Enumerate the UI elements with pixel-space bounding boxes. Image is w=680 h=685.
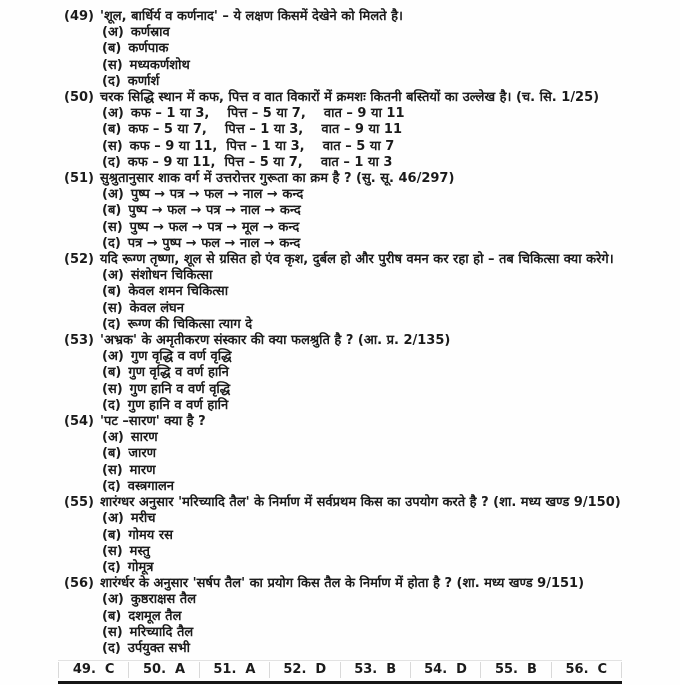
option-row: [0, 58, 680, 74]
questions-list: [0, 9, 680, 657]
option-label: (द): [102, 559, 121, 575]
option-text: कर्णार्श: [127, 73, 160, 89]
option-text: कफ – 5 या 7, पित्त – 1 या 3, वात – 9 या 11: [128, 122, 402, 138]
question-line: [0, 9, 680, 25]
option-text: कफ – 1 या 3, पित्त – 5 या 7, वात – 9 या 11: [130, 106, 405, 122]
question-block: [0, 495, 680, 576]
option-row: [0, 641, 680, 657]
option-text: दशमूल तैल: [128, 608, 182, 624]
answer-cell: [410, 662, 480, 678]
option-text: वस्त्रगालन: [127, 478, 174, 494]
option-row: [0, 625, 680, 641]
option-label: (द): [102, 154, 121, 170]
question-line: [0, 90, 680, 106]
option-text: गुण हानि व वर्ण हानि: [127, 397, 229, 413]
answer-cell: [480, 662, 550, 678]
question-line: [0, 252, 680, 268]
option-text: केवल शमन चिकित्सा: [128, 284, 229, 300]
option-row: [0, 106, 680, 122]
option-label: (स): [102, 462, 123, 478]
option-text: केवल लंघन: [129, 300, 184, 316]
option-text: गुण वृद्धि व वर्ण हानि: [128, 365, 229, 381]
option-label: (द): [102, 73, 121, 89]
question-block: [0, 171, 680, 252]
option-row: [0, 349, 680, 365]
option-label: (अ): [102, 187, 124, 203]
option-label: (द): [102, 397, 121, 413]
option-text: गुण वृद्धि व वर्ण वृद्धि: [130, 349, 232, 365]
option-text: गोमय रस: [128, 527, 173, 543]
option-label: (ब): [102, 203, 122, 219]
answer-letter: C: [104, 662, 115, 678]
option-row: [0, 609, 680, 625]
option-text: मरीच: [130, 511, 156, 527]
answer-letter: B: [526, 662, 537, 678]
option-text: कफ – 9 या 11, पित्त – 5 या 7, वात – 1 या 3: [127, 154, 393, 170]
question-line: [0, 333, 680, 349]
option-label: (अ): [102, 430, 124, 446]
option-row: [0, 220, 680, 236]
question-line: [0, 495, 680, 511]
question-block: [0, 576, 680, 657]
question-block: [0, 252, 680, 333]
answer-cell: [340, 662, 410, 678]
question-statement: शारंग्धर अनुसार 'मरिच्यादि तैल' के निर्माण में सर्वप्रथम किस का उपयोग करते है ? (शा. मध्य खण्ड 9/150): [99, 495, 621, 511]
question-number: (54): [64, 414, 94, 430]
option-row: [0, 463, 680, 479]
answer-question-number: 50.: [143, 662, 167, 678]
option-text: पत्र → पुष्प → फल → नाल → कन्द: [127, 235, 301, 251]
answer-question-number: 49.: [72, 662, 96, 678]
answer-letter: A: [245, 662, 256, 678]
option-row: [0, 479, 680, 495]
option-label: (ब): [102, 608, 122, 624]
option-label: (अ): [102, 25, 124, 41]
option-label: (अ): [102, 349, 124, 365]
option-label: (द): [102, 640, 121, 656]
option-label: (ब): [102, 122, 122, 138]
option-label: (ब): [102, 284, 122, 300]
option-label: (स): [102, 219, 123, 235]
question-statement: सुश्रुतानुसार शाक वर्ग में उत्तरोत्तर गुरूता का क्रम है ? (सु. सू. 46/297): [99, 171, 455, 187]
option-text: गुण हानि व वर्ण वृद्धि: [129, 381, 231, 397]
option-text: मस्तु: [129, 543, 150, 559]
question-block: [0, 90, 680, 171]
option-row: [0, 560, 680, 576]
option-row: [0, 382, 680, 398]
option-row: [0, 187, 680, 203]
option-row: [0, 155, 680, 171]
option-row: [0, 284, 680, 300]
answer-cell: [128, 662, 198, 678]
option-label: (स): [102, 624, 123, 640]
answer-letter: C: [597, 662, 608, 678]
option-label: (द): [102, 235, 121, 251]
option-label: (ब): [102, 527, 122, 543]
option-text: कर्णस्राव: [130, 25, 170, 41]
question-line: [0, 576, 680, 592]
answer-question-number: 55.: [494, 662, 518, 678]
option-text: मारण: [129, 462, 156, 478]
option-row: [0, 25, 680, 41]
question-number: (56): [64, 576, 94, 592]
option-row: [0, 74, 680, 90]
option-row: [0, 528, 680, 544]
answer-letter: D: [315, 662, 327, 678]
option-label: (स): [102, 543, 123, 559]
option-label: (अ): [102, 268, 124, 284]
question-line: [0, 171, 680, 187]
question-statement: यदि रूग्ण तृष्णा, शूल से ग्रसित हो एंव कृश, दुर्बल हो और पुरीष वमन कर रहा हो – तब चिकित्सा क्या करेगे।: [99, 252, 614, 268]
option-label: (स): [102, 138, 123, 154]
option-text: मरिच्यादि तैल: [129, 624, 194, 640]
option-label: (ब): [102, 41, 122, 57]
option-row: [0, 544, 680, 560]
option-row: [0, 301, 680, 317]
answer-question-number: 56.: [565, 662, 589, 678]
option-text: कुष्ठराक्षस तैल: [130, 592, 197, 608]
question-number: (51): [64, 171, 94, 187]
option-label: (अ): [102, 592, 124, 608]
option-text: उर्पयुक्त सभी: [127, 640, 191, 656]
question-line: [0, 414, 680, 430]
option-label: (ब): [102, 446, 122, 462]
answer-cell: [199, 662, 269, 678]
option-row: [0, 317, 680, 333]
option-text: कर्णपाक: [128, 41, 169, 57]
answer-letter: D: [456, 662, 467, 678]
option-row: [0, 446, 680, 462]
option-row: [0, 139, 680, 155]
option-text: गोमूत्र: [127, 559, 154, 575]
option-text: रूग्ण की चिकित्सा त्याग दे: [127, 316, 253, 332]
option-text: पुष्प → पत्र → फल → नाल → कन्द: [130, 187, 304, 203]
option-label: (स): [102, 57, 123, 73]
option-text: कफ – 9 या 11, पित्त – 1 या 3, वात – 5 या 7: [129, 138, 395, 154]
option-label: (ब): [102, 365, 122, 381]
option-text: जारण: [128, 446, 157, 462]
question-block: [0, 414, 680, 495]
option-label: (द): [102, 478, 121, 494]
option-text: पुष्प → फल → पत्र → नाल → कन्द: [128, 203, 301, 219]
question-number: (53): [64, 333, 94, 349]
question-statement: 'पट –सारण' क्या है ?: [99, 414, 206, 430]
option-label: (स): [102, 300, 123, 316]
option-row: [0, 398, 680, 414]
answer-question-number: 51.: [213, 662, 237, 678]
question-statement: 'शूल, बार्धिर्य व कर्णनाद' – ये लक्षण किसमें देखेने को मिलते है।: [99, 9, 403, 24]
question-number: (55): [64, 495, 94, 511]
option-label: (स): [102, 381, 123, 397]
option-row: [0, 365, 680, 381]
question-number: (49): [64, 9, 94, 24]
option-row: [0, 236, 680, 252]
question-statement: चरक सिद्धि स्थान में कफ, पित्त व वात विकारों में क्रमशः कितनी बस्तियों का उल्लेख है। (च. सि. 1/25): [99, 90, 600, 106]
option-row: [0, 122, 680, 138]
answer-letter: B: [386, 662, 397, 678]
question-block: [0, 333, 680, 414]
option-label: (द): [102, 316, 121, 332]
option-row: [0, 203, 680, 219]
option-row: [0, 430, 680, 446]
option-row: [0, 268, 680, 284]
answer-cell: [58, 662, 128, 678]
option-row: [0, 592, 680, 608]
answer-key-row: [58, 660, 622, 684]
option-text: संशोधन चिकित्सा: [130, 268, 213, 284]
answer-cell: [269, 662, 339, 678]
answer-letter: A: [175, 662, 186, 678]
option-row: [0, 41, 680, 57]
answer-question-number: 52.: [283, 662, 307, 678]
option-text: पुष्प → फल → पत्र → मूल → कन्द: [129, 219, 300, 235]
answer-question-number: 53.: [354, 662, 378, 678]
question-number: (52): [64, 252, 94, 268]
option-text: मध्यकर्णशोथ: [129, 57, 190, 73]
answer-question-number: 54.: [424, 662, 448, 678]
option-text: सारण: [130, 430, 158, 446]
question-statement: 'अभ्रक' के अमृतीकरण संस्कार की क्या फलश्रुति है ? (आ. प्र. 2/135): [99, 333, 451, 349]
option-label: (अ): [102, 511, 124, 527]
answer-cell: [551, 662, 622, 678]
option-row: [0, 511, 680, 527]
question-statement: शारंर्ग्धर के अनुसार 'सर्षप तैल' का प्रयोग किस तैल के निर्माण में होता है ? (शा. मध्य खण्ड 9/151): [99, 576, 585, 592]
question-block: [0, 9, 680, 90]
question-number: (50): [64, 90, 94, 106]
option-label: (अ): [102, 106, 124, 122]
